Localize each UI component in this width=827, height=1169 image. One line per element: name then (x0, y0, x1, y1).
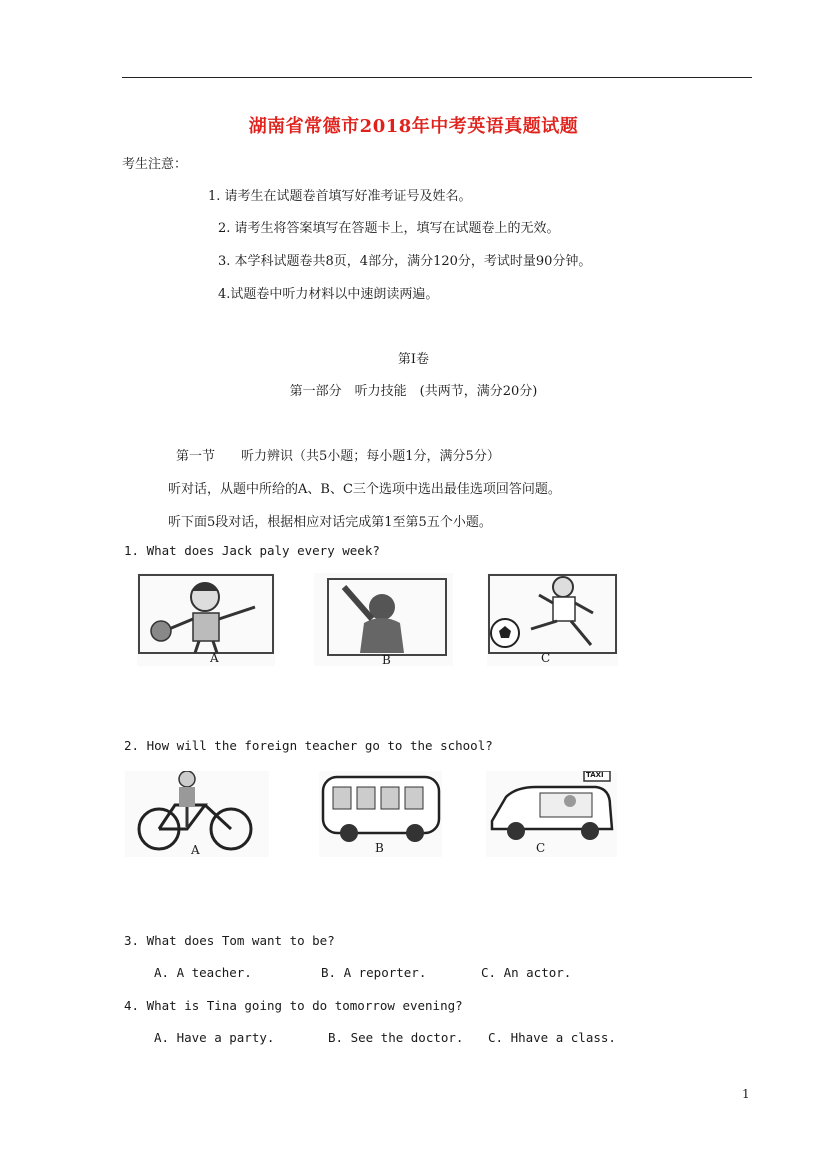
q1-option-a-label: A (210, 651, 219, 665)
taxi-icon (486, 771, 617, 857)
notice-heading: 考生注意： (122, 157, 188, 172)
page-title: 湖南省常德市2018年中考英语真题试题 (248, 116, 579, 137)
basketball-boy-icon (137, 573, 275, 666)
notice-item-1: 1. 请考生在试题卷首填写好准考证号及姓名。 (208, 189, 472, 204)
q2-option-a-image (125, 771, 269, 857)
q1-option-b-label: B (382, 653, 391, 667)
q4-option-b: B. See the doctor. (328, 1030, 464, 1045)
soccer-player-icon (487, 573, 618, 666)
question-1-text: 1. What does Jack paly every week? (124, 543, 380, 558)
section-heading: 第一节 听力辨识（共5小题；每小题1分，满分5分） (176, 449, 500, 464)
q3-option-c: C. An actor. (481, 965, 572, 980)
q1-option-a-image (137, 573, 275, 666)
question-3-text: 3. What does Tom want to be? (124, 933, 335, 948)
notice-item-3: 3. 本学科试题卷共8页，4部分，满分120分，考试时量90分钟。 (218, 254, 592, 269)
volume-heading: 第I卷 (397, 352, 430, 367)
page-number: 1 (742, 1087, 750, 1101)
part-heading: 第一部分 听力技能 (共两节，满分20分) (289, 384, 538, 399)
q3-option-b: B. A reporter. (321, 965, 427, 980)
notice-item-4: 4.试题卷中听力材料以中速朗读两遍。 (218, 287, 439, 302)
q2-option-b-image (319, 771, 442, 857)
q2-option-a-label: A (191, 843, 200, 857)
q1-option-b-image (314, 573, 453, 666)
q2-option-c-image (486, 771, 617, 857)
q2-option-c-label: C (536, 841, 546, 855)
section-instruction-2: 听下面5段对话，根据相应对话完成第1至第5五个小题。 (168, 515, 492, 530)
q3-option-a: A. A teacher. (154, 965, 252, 980)
q1-option-c-label: C (541, 651, 551, 665)
question-2-text: 2. How will the foreign teacher go to the school? (124, 738, 493, 753)
q2-option-b-label: B (375, 841, 384, 855)
q4-option-c: C. Hhave a class. (488, 1030, 616, 1045)
question-4-text: 4. What is Tina going to do tomorrow evening? (124, 998, 463, 1013)
section-instruction-1: 听对话，从题中所给的A、B、C三个选项中选出最佳选项回答问题。 (168, 482, 561, 497)
header-rule (122, 77, 752, 78)
notice-item-2: 2. 请考生将答案填写在答题卡上，填写在试题卷上的无效。 (218, 221, 560, 236)
q4-option-a: A. Have a party. (154, 1030, 275, 1045)
taxi-sign-text: TAXI (586, 771, 604, 779)
q1-option-c-image (487, 573, 618, 666)
